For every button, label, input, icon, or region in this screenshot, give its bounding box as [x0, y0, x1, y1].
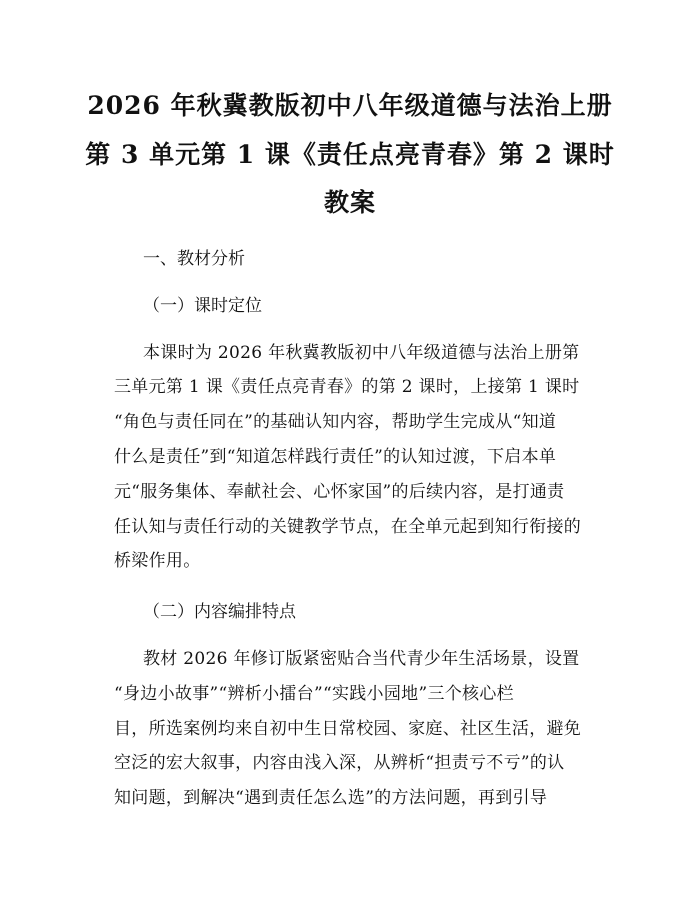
title-line-2: 第 3 单元第 1 课《责任点亮青春》第 2 课时 — [85, 140, 615, 169]
paragraph-line: 元“服务集体、奉献社会、心怀家国”的后续内容，是打通责 — [114, 482, 565, 502]
paragraph-line: “角色与责任同在”的基础认知内容，帮助学生完成从“知道 — [114, 412, 557, 432]
paragraph-line: 什么是责任”到“知道怎样践行责任”的认知过渡，下启本单 — [114, 447, 557, 467]
title-line-1: 2026 年秋冀教版初中八年级道德与法治上册 — [87, 91, 613, 120]
paragraph-line: 任认知与责任行动的关键教学节点，在全单元起到知行衔接的 — [114, 517, 582, 537]
paragraph-line: 三单元第 1 课《责任点亮青春》的第 2 课时，上接第 1 课时 — [114, 377, 580, 397]
paragraph-line: 桥梁作用。 — [114, 551, 201, 571]
subsection-heading-lesson-positioning: （一）课时定位 — [143, 296, 262, 316]
paragraph-line: 知问题，到解决“遇到责任怎么选”的方法问题，再到引导 — [114, 788, 548, 808]
paragraph-line: “身边小故事”“辨析小擂台”“实践小园地”三个核心栏 — [114, 684, 514, 704]
paragraph-line: 本课时为 2026 年秋冀教版初中八年级道德与法治上册第 — [143, 343, 580, 363]
section-heading-teaching-material-analysis: 一、教材分析 — [143, 249, 245, 269]
paragraph-line: 教材 2026 年修订版紧密贴合当代青少年生活场景，设置 — [143, 649, 580, 669]
subsection-heading-content-arrangement: （二）内容编排特点 — [143, 602, 296, 622]
paragraph-line: 目，所选案例均来自初中生日常校园、家庭、社区生活，避免 — [114, 719, 582, 739]
title-line-3: 教案 — [323, 188, 376, 217]
paragraph-line: 空泛的宏大叙事，内容由浅入深，从辨析“担责亏不亏”的认 — [114, 753, 565, 773]
